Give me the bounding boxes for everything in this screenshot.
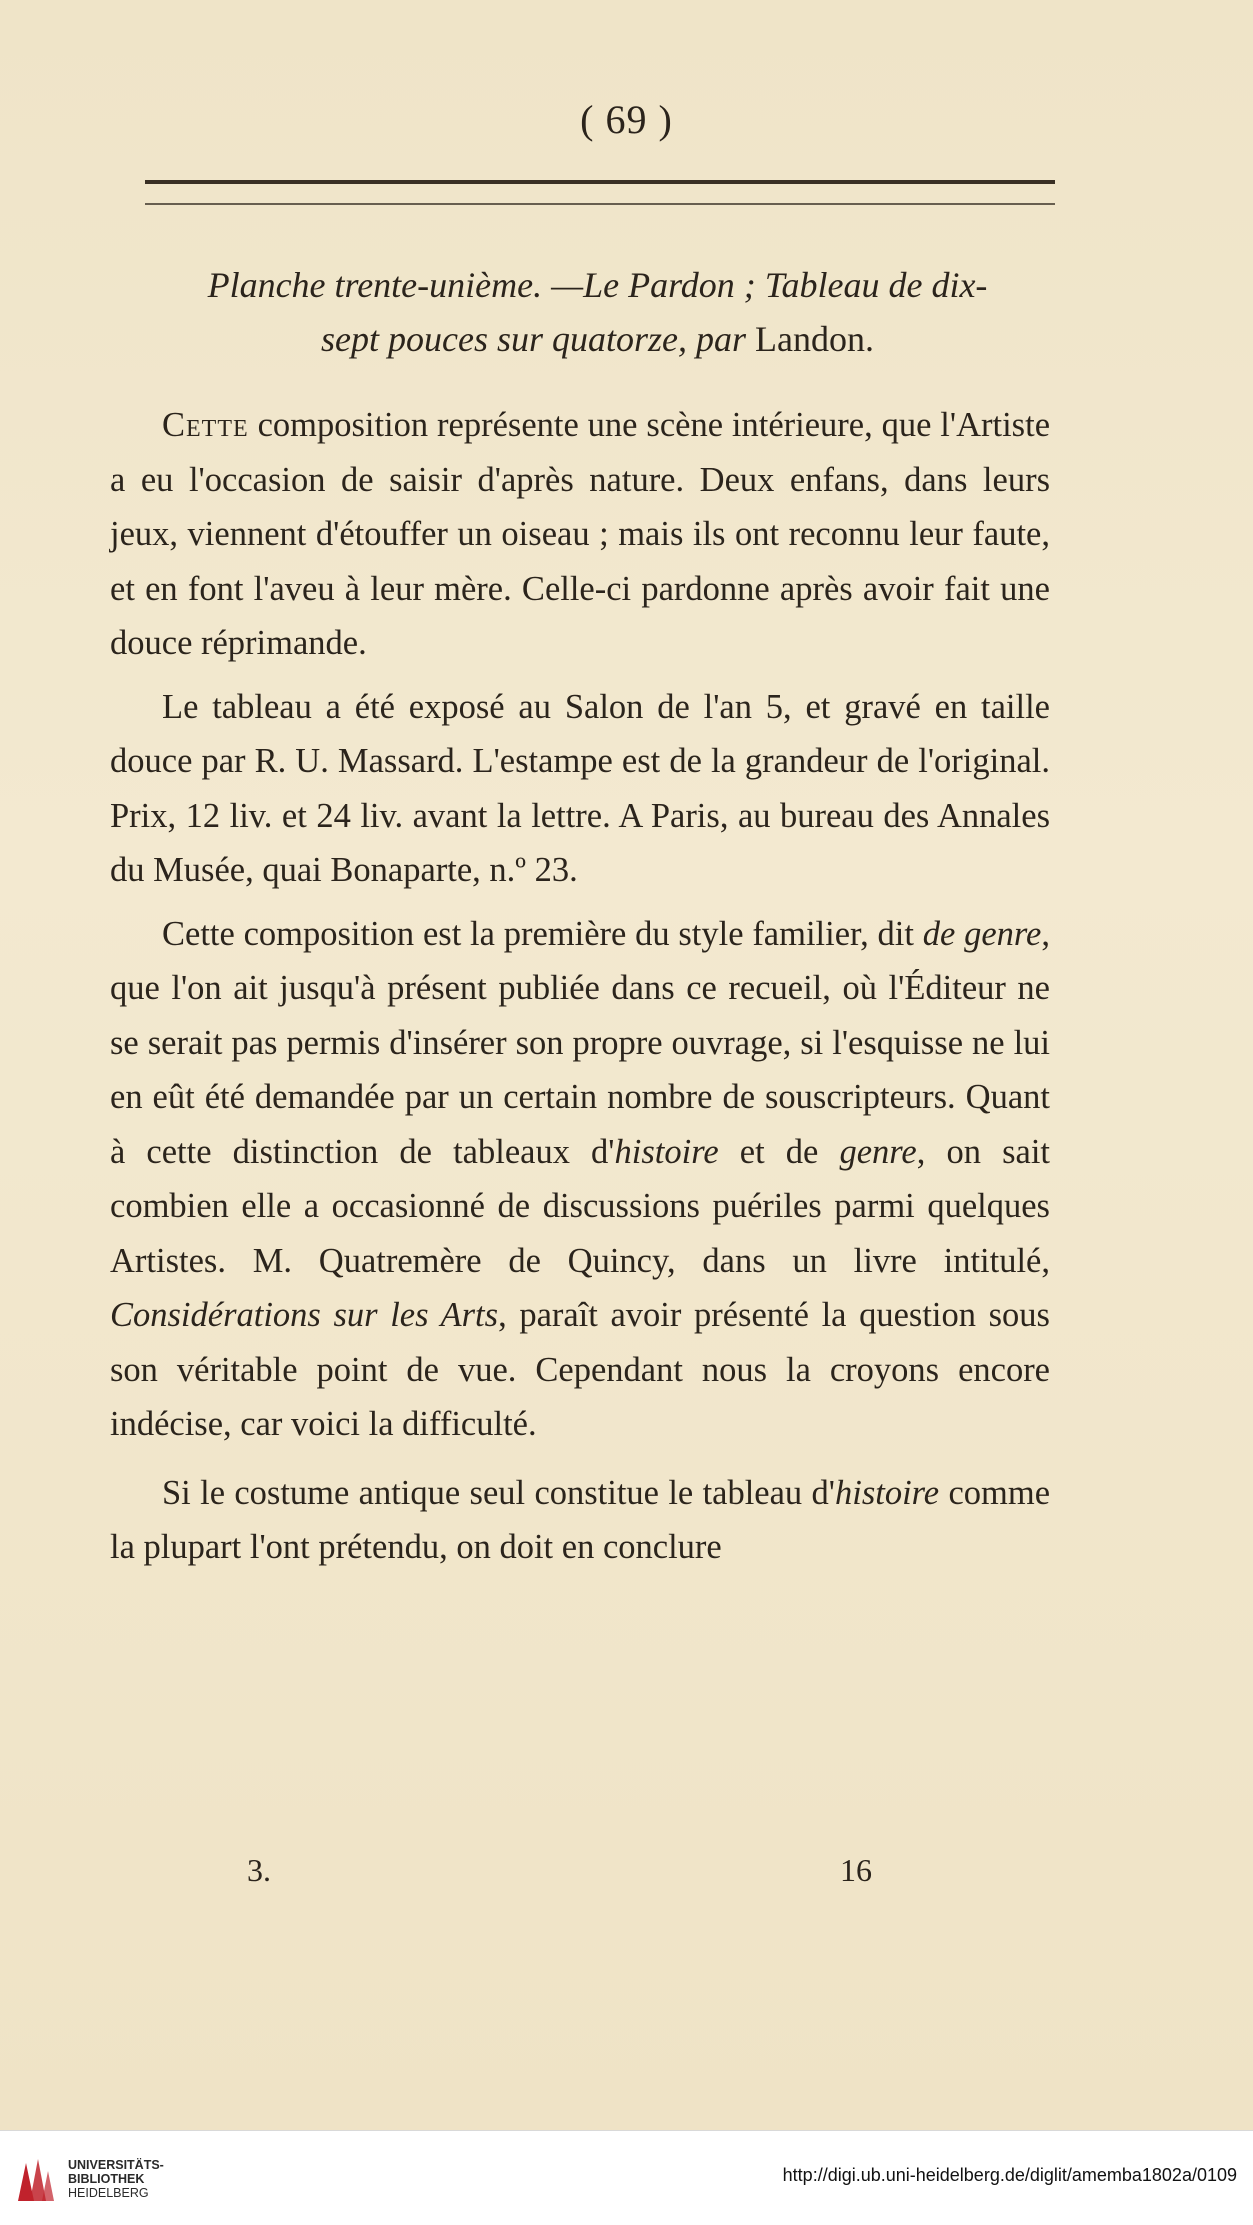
sheet-number: 16 <box>840 1852 872 1888</box>
p3-italic-genre: de genre <box>922 914 1042 953</box>
p3-part: , que l'on ait jusqu'à présent publiée dans ce recueil, où l'Éditeur ne se serait pas permis d'insérer son propre ouvrage, si l'esquisse ne lui en eût été demandée par un certain nombre de souscripteurs. Quant à cette distinction de tableaux d' <box>110 914 1050 1171</box>
p3-part: Cette composition est la première du style familier, dit <box>162 914 914 953</box>
permalink-url[interactable]: http://digi.ub.uni-heidelberg.de/diglit/amemba1802a/0109 <box>782 2165 1237 2185</box>
library-name <box>68 2158 164 2200</box>
library-logo-icon <box>14 2155 56 2205</box>
heading-line-2: sept pouces sur quatorze, par <box>321 319 747 359</box>
p3-part: , paraît avoir présenté la question sous son véritable point de vue. Cependant nous la croyons encore indécise, car voici la difficulté. <box>110 1296 1050 1443</box>
header-rule-thin <box>145 203 1055 205</box>
page-number: ( 69 ) <box>580 97 673 142</box>
header-rule-thick <box>145 180 1055 184</box>
p4-italic-histoire: histoire <box>834 1473 940 1512</box>
paragraph-4 <box>110 1466 1050 1575</box>
p3-italic-genre-2: genre <box>839 1132 917 1171</box>
library-name-line-2: BIBLIOTHEK <box>68 2172 145 2186</box>
library-name-line-3: HEIDELBERG <box>68 2186 149 2200</box>
heading-artist-name: Landon. <box>755 319 874 359</box>
paragraph-2: Le tableau a été exposé au Salon de l'an 5, et gravé en taille douce par R. U. Massard. L'estampe est de la grandeur de l'original. Prix, 12 liv. et 24 liv. avant la lettre. A Paris, au bureau des Annales du Musée, quai Bonaparte, n.º 23. <box>110 687 1050 889</box>
heading-line-1: Planche trente-unième. —Le Pardon ; Tableau de dix- <box>207 265 988 305</box>
library-name-line-1: UNIVERSITÄTS- <box>68 2158 164 2172</box>
body-text <box>110 398 1050 1584</box>
paragraph-1-text: composition représente une scène intérieure, que l'Artiste a eu l'occasion de saisir d'après nature. Deux enfans, dans leurs jeux, viennent d'étouffer un oiseau ; mais ils ont reconnu leur faute, et en font l'aveu à leur mère. Celle-ci pardonne après avoir fait une douce réprimande. <box>110 406 1051 662</box>
paragraph-1-lead: Cette <box>162 406 249 444</box>
p3-italic-histoire: histoire <box>614 1132 719 1171</box>
p4-part: comme la plupart l'ont prétendu, on doit en conclure <box>110 1473 1051 1566</box>
viewer-footer-bar <box>0 2130 1253 2225</box>
paragraph-3 <box>110 907 1050 1452</box>
p4-part: Si le costume antique seul constitue le tableau d' <box>162 1473 835 1512</box>
paragraph-1 <box>110 398 1050 671</box>
p3-italic-title: Considérations sur les Arts <box>110 1296 499 1334</box>
p3-part: , on sait combien elle a occasionné de discussions puériles parmi quelques Artistes. M. Quatremère de Quincy, dans un livre intitulé, <box>110 1132 1050 1280</box>
p3-part: et de <box>718 1132 840 1171</box>
plate-heading <box>145 258 1050 366</box>
signature-mark: 3. <box>247 1852 271 1888</box>
